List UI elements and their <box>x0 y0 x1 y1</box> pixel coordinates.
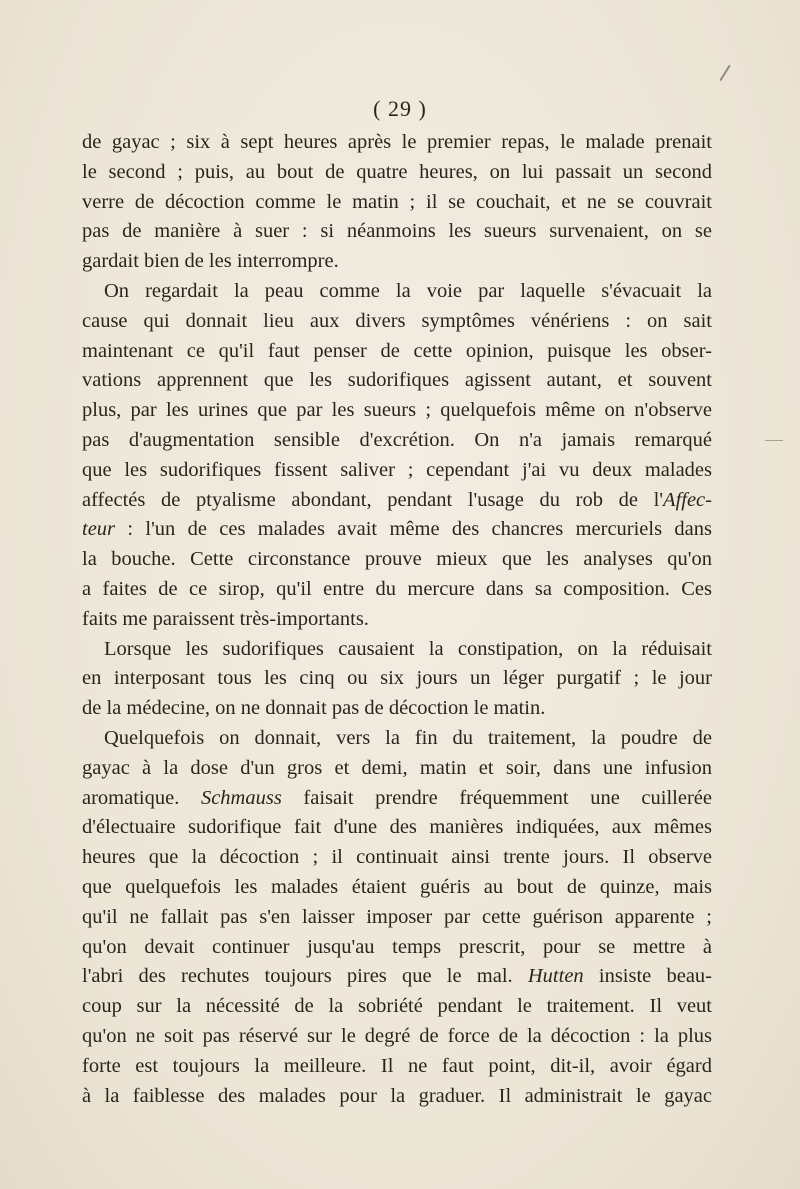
text-line: de la médecine, on ne donnait pas de décoction le matin. <box>82 697 546 720</box>
text-line: heures que la décoction ; il continuait ainsi trente jours. Il observe <box>82 846 712 869</box>
italic-name: Hutten <box>527 965 584 988</box>
text-line: gardait bien de les interrompre. <box>82 250 339 273</box>
text-line: de gayac ; six à sept heures après le premier repas, le malade prenait <box>82 131 712 153</box>
text-line: que quelquefois les malades étaient guéris au bout de quinze, mais <box>82 875 712 898</box>
text-segment: aromatique. <box>82 786 180 809</box>
paragraph-4 <box>82 724 712 1111</box>
body-text <box>82 128 712 1111</box>
text-line: vations apprennent que les sudorifiques agissent autant, et souvent <box>82 369 712 392</box>
text-line: verre de décoction comme le matin ; il se couchait, et ne se couvrait <box>82 190 712 213</box>
italic-term: teur <box>82 518 116 541</box>
text-line: plus, par les urines que par les sueurs ; quelquefois même on n'observe <box>82 399 712 422</box>
italic-term: Affec- <box>663 488 712 511</box>
text-line-mixed <box>82 962 712 992</box>
text-line: qu'il ne fallait pas s'en laisser imposer par cette guérison apparente ; <box>82 905 712 928</box>
margin-mark <box>765 440 783 441</box>
text-line: qu'on ne soit pas réservé sur le degré de force de la décoction : la plus <box>82 1024 712 1047</box>
text-segment: l'abri des rechutes toujours pires que le mal. <box>82 965 513 988</box>
text-segment: insiste beau- <box>583 965 713 988</box>
text-line: à la faiblesse des malades pour la graduer. Il administrait le gayac <box>82 1084 712 1107</box>
text-segment: affectés de ptyalisme abondant, pendant l'usage du rob de l' <box>82 488 664 511</box>
text-line: que les sudorifiques fissent saliver ; cependant j'ai vu deux malades <box>82 458 712 481</box>
text-line: qu'on devait continuer jusqu'au temps prescrit, pour se mettre à <box>82 935 712 958</box>
text-segment: faisait prendre fréquemment une cuillerée <box>281 786 712 809</box>
text-line: cause qui donnait lieu aux divers symptômes vénériens : on sait <box>82 309 712 332</box>
paragraph-1 <box>82 128 712 277</box>
text-line: forte est toujours la meilleure. Il ne faut point, dit-il, avoir égard <box>82 1054 712 1077</box>
text-line: gayac à la dose d'un gros et demi, matin et soir, dans une infusion <box>82 756 712 779</box>
page-number: ( 29 ) <box>373 96 427 121</box>
text-line: coup sur la nécessité de la sobriété pendant le traitement. Il veut <box>82 995 712 1018</box>
text-line: pas d'augmentation sensible d'excrétion. On n'a jamais remarqué <box>82 428 712 451</box>
text-line: On regardait la peau comme la voie par laquelle s'évacuait la <box>104 279 712 302</box>
text-line-mixed <box>82 784 712 814</box>
text-line: maintenant ce qu'il faut penser de cette opinion, puisque les obser- <box>82 339 712 362</box>
text-line: a faites de ce sirop, qu'il entre du mercure dans sa composition. Ces <box>82 577 712 600</box>
paragraph-2 <box>82 277 712 635</box>
text-line: pas de manière à suer : si néanmoins les sueurs survenaient, on se <box>82 220 712 243</box>
paragraph-3 <box>82 635 712 724</box>
text-line: Quelquefois on donnait, vers la fin du traitement, la poudre de <box>104 726 712 749</box>
text-line: Lorsque les sudorifiques causaient la constipation, on la réduisait <box>104 637 712 660</box>
text-line: faits me paraissent très-importants. <box>82 607 369 630</box>
text-line-mixed <box>82 486 712 516</box>
italic-name: Schmauss <box>200 786 282 809</box>
text-line: en interposant tous les cinq ou six jours un léger purgatif ; le jour <box>82 667 712 690</box>
pencil-mark <box>719 65 730 81</box>
text-line: d'électuaire sudorifique fait d'une des manières indiquées, aux mêmes <box>82 816 712 839</box>
text-line: la bouche. Cette circonstance prouve mieux que les analyses qu'on <box>82 548 712 571</box>
text-line-mixed <box>82 515 712 545</box>
text-segment: : l'un de ces malades avait même des chancres mercuriels dans <box>115 518 712 541</box>
text-line: le second ; puis, au bout de quatre heures, on lui passait un second <box>82 160 712 183</box>
